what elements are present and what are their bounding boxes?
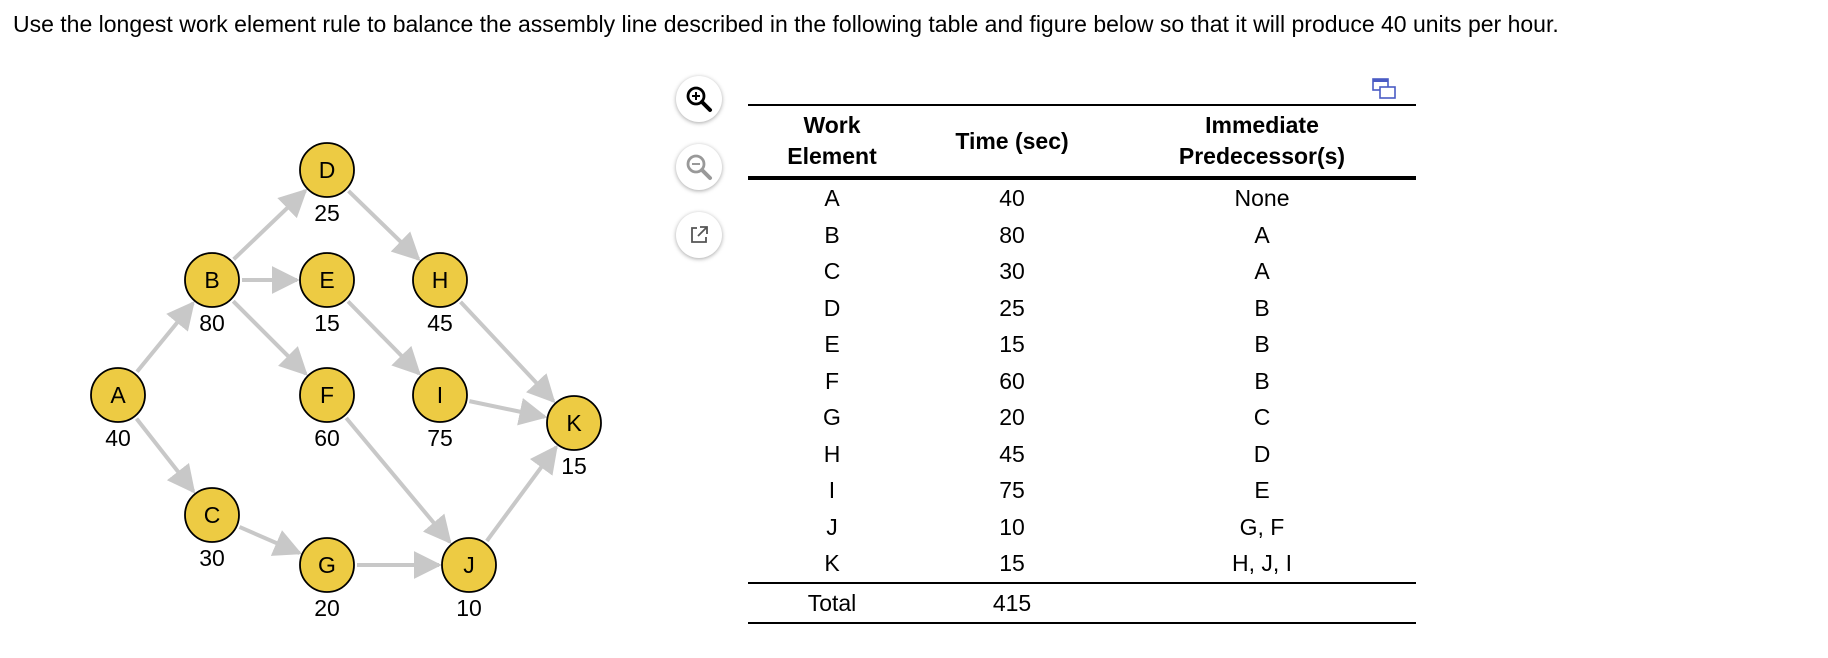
edge-j-k (487, 447, 556, 541)
cell-element: J (826, 513, 838, 540)
edge-c-g (240, 527, 300, 553)
cell-element: A (824, 185, 840, 212)
cell-element: D (823, 294, 841, 321)
header-work-element: Work Element (748, 105, 916, 178)
table-row (748, 290, 1416, 327)
zoom-in-icon (684, 84, 714, 114)
cell-predecessor: B (1254, 294, 1270, 321)
cell-element: K (824, 550, 840, 577)
table-row (748, 472, 1416, 509)
cell-predecessor: B (1254, 331, 1270, 358)
cell-element: G (823, 404, 841, 431)
node-time: 15 (314, 310, 340, 336)
zoom-out-icon (684, 152, 714, 182)
node-a (91, 368, 145, 451)
cell-time: 10 (999, 513, 1025, 540)
cell-time: 45 (999, 440, 1025, 467)
copy-icon[interactable] (1372, 78, 1396, 100)
node-time: 30 (199, 545, 225, 571)
table-row (748, 326, 1416, 363)
node-time: 15 (561, 453, 587, 479)
table-row (748, 509, 1416, 546)
total-value: 415 (916, 583, 1108, 623)
node-d (300, 143, 354, 226)
node-time: 75 (427, 425, 453, 451)
node-i (413, 368, 467, 451)
zoom-out-button[interactable] (676, 144, 722, 190)
cell-time: 20 (999, 404, 1025, 431)
cell-time: 30 (999, 258, 1025, 285)
cell-predecessor: None (1234, 185, 1290, 212)
node-time: 25 (314, 200, 340, 226)
cell-element: F (824, 367, 840, 394)
table-header-row (748, 105, 1416, 178)
node-c (185, 488, 239, 571)
edge-b-d (234, 191, 306, 260)
node-label: F (319, 382, 335, 408)
total-empty-cell (1108, 583, 1416, 623)
cell-predecessor: A (1254, 221, 1270, 248)
cell-element: C (823, 258, 841, 285)
cell-element: E (824, 331, 840, 358)
cell-predecessor: C (1253, 404, 1271, 431)
image-toolbar (676, 76, 726, 280)
node-b (185, 253, 239, 336)
table-row (748, 178, 1416, 217)
node-time: 10 (456, 595, 482, 621)
cell-time: 25 (999, 294, 1025, 321)
table-row (748, 399, 1416, 436)
node-label: D (318, 157, 336, 183)
node-label: A (110, 382, 126, 408)
node-label: G (318, 552, 336, 578)
node-label: I (436, 382, 444, 408)
external-link-icon (684, 220, 714, 250)
node-label: B (204, 267, 220, 293)
node-label: H (431, 267, 449, 293)
edge-e-i (348, 301, 419, 373)
edge-d-h (348, 191, 418, 259)
cell-predecessor: H, J, I (1231, 550, 1293, 577)
table-row (748, 217, 1416, 254)
node-label: E (319, 267, 335, 293)
edge-b-f (233, 301, 306, 374)
node-h (413, 253, 467, 336)
cell-time: 80 (999, 221, 1025, 248)
cell-element: H (823, 440, 841, 467)
node-g (300, 538, 354, 621)
header-predecessors: Immediate Predecessor(s) (1108, 105, 1416, 178)
node-f (300, 368, 354, 451)
node-j (442, 538, 496, 621)
node-label: K (566, 410, 582, 436)
cell-time: 15 (999, 331, 1025, 358)
cell-element: I (828, 477, 836, 504)
cell-predecessor: A (1254, 258, 1270, 285)
cell-time: 75 (999, 477, 1025, 504)
header-time: Time (sec) (916, 105, 1108, 178)
edge-a-b (137, 303, 193, 372)
node-label: C (203, 502, 221, 528)
edge-h-k (461, 302, 554, 401)
table-row (748, 253, 1416, 290)
node-time: 80 (199, 310, 225, 336)
zoom-in-button[interactable] (676, 76, 722, 122)
node-time: 20 (314, 595, 340, 621)
cell-time: 60 (999, 367, 1025, 394)
node-time: 45 (427, 310, 453, 336)
node-label: J (463, 552, 475, 578)
edge-a-c (136, 419, 193, 492)
node-time: 60 (314, 425, 340, 451)
cell-element: B (824, 221, 840, 248)
cell-time: 15 (999, 550, 1025, 577)
table-row (748, 363, 1416, 400)
table-total-row (748, 583, 1416, 623)
node-k (547, 396, 601, 479)
node-e (300, 253, 354, 336)
question-text: Use the longest work element rule to balance the assembly line described in the following table and figure below so that it will produce 40 units per hour. (13, 11, 1559, 37)
table-row (748, 545, 1416, 583)
total-label: Total (748, 583, 916, 623)
work-element-table (748, 104, 1416, 624)
open-external-button[interactable] (676, 212, 722, 258)
cell-predecessor: B (1254, 367, 1270, 394)
table-row (748, 436, 1416, 473)
cell-predecessor: G, F (1239, 513, 1285, 540)
cell-time: 40 (999, 185, 1025, 212)
cell-predecessor: E (1254, 477, 1270, 504)
node-time: 40 (105, 425, 131, 451)
precedence-diagram (70, 120, 630, 650)
edge-i-k (469, 401, 544, 417)
cell-predecessor: D (1253, 440, 1271, 467)
